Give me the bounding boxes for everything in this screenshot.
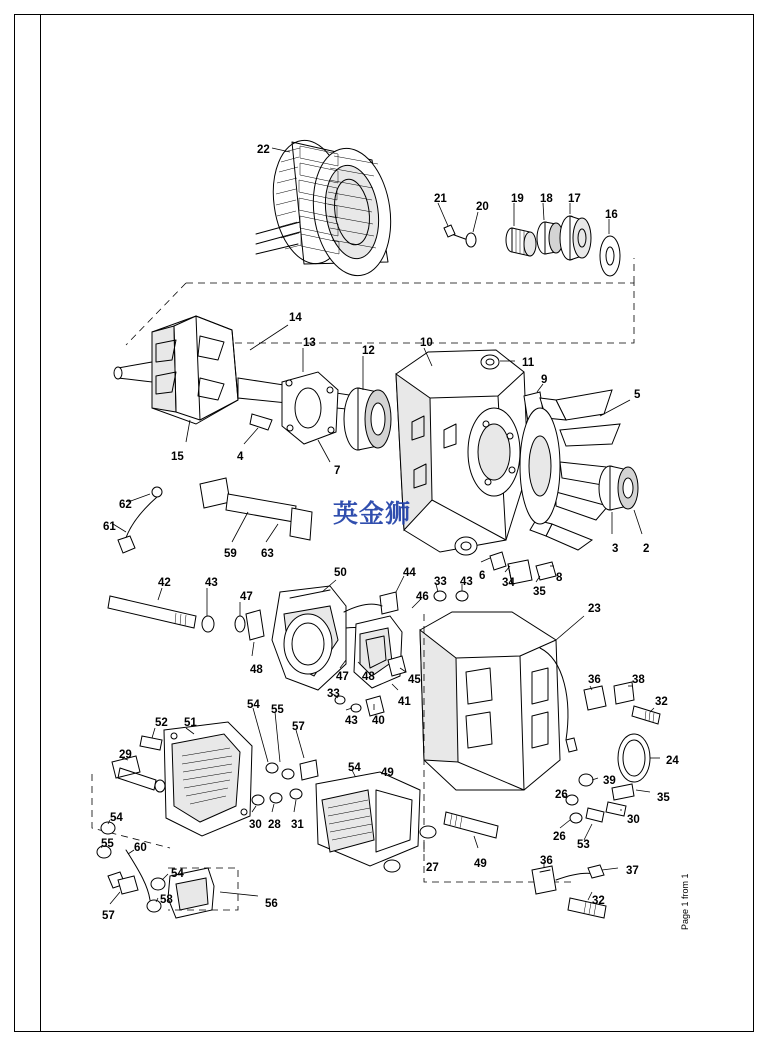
part-bearing-12 (344, 356, 391, 450)
part-right-fasteners (560, 682, 660, 840)
callout-number: 13 (303, 337, 316, 349)
callout-number: 48 (362, 671, 375, 683)
callout-number: 15 (171, 451, 184, 463)
callout-number: 48 (250, 664, 263, 676)
callout-number: 36 (540, 855, 553, 867)
part-bar-63 (200, 478, 312, 542)
callout-number: 11 (522, 357, 535, 369)
callout-number: 35 (657, 792, 670, 804)
callout-number: 24 (666, 755, 679, 767)
callout-number: 28 (268, 819, 281, 831)
callout-number: 47 (336, 671, 349, 683)
callout-number: 35 (533, 586, 546, 598)
callout-number: 47 (240, 591, 253, 603)
callout-number: 6 (479, 570, 486, 582)
callout-number: 18 (540, 193, 553, 205)
callout-number: 17 (568, 193, 581, 205)
callout-number: 62 (119, 499, 132, 511)
callout-number: 30 (249, 819, 262, 831)
callout-number: 53 (577, 839, 590, 851)
callout-number: 7 (334, 465, 341, 477)
callout-number: 3 (612, 543, 619, 555)
callout-number: 43 (345, 715, 358, 727)
callout-number: 36 (588, 674, 601, 686)
callout-number: 40 (372, 715, 385, 727)
callout-number: 16 (605, 209, 618, 221)
callout-number: 33 (434, 576, 447, 588)
callout-number: 52 (155, 717, 168, 729)
part-stator-22 (256, 136, 399, 281)
callout-number: 37 (626, 865, 639, 877)
callout-number: 32 (655, 696, 668, 708)
callout-number: 59 (224, 548, 237, 560)
callout-number: 27 (426, 862, 439, 874)
callout-number: 44 (403, 567, 416, 579)
callout-number: 58 (160, 894, 173, 906)
callout-number: 26 (555, 789, 568, 801)
callout-number: 21 (434, 193, 447, 205)
callout-number: 43 (205, 577, 218, 589)
callout-number: 55 (271, 704, 284, 716)
part-row-hardware (438, 203, 620, 276)
callout-number: 54 (348, 762, 361, 774)
callout-number: 61 (103, 521, 116, 533)
callout-number: 14 (289, 312, 302, 324)
callout-number: 39 (603, 775, 616, 787)
callout-number: 46 (416, 591, 429, 603)
part-wire-62 (113, 487, 162, 553)
part-plate-13 (282, 348, 338, 462)
callout-number: 22 (257, 144, 270, 156)
callout-number: 33 (327, 688, 340, 700)
callout-number: 54 (247, 699, 260, 711)
callout-number: 20 (476, 201, 489, 213)
callout-number: 9 (541, 374, 548, 386)
part-rear-housing-23 (420, 612, 584, 790)
callout-number: 5 (634, 389, 641, 401)
callout-number: 51 (184, 717, 197, 729)
dashed-guide-top (186, 283, 634, 343)
callout-number: 45 (408, 674, 421, 686)
callout-number: 54 (110, 812, 123, 824)
callout-number: 49 (381, 767, 394, 779)
callout-number: 19 (511, 193, 524, 205)
callout-number: 43 (460, 576, 473, 588)
callout-number: 42 (158, 577, 171, 589)
part-bearing-3 (599, 466, 642, 534)
callout-number: 57 (292, 721, 305, 733)
callout-number: 57 (102, 910, 115, 922)
callout-number: 4 (237, 451, 244, 463)
page-number-label: Page 1 from 1 (680, 873, 690, 930)
callout-number: 56 (265, 898, 278, 910)
callout-number: 31 (291, 819, 304, 831)
callout-number: 30 (627, 814, 640, 826)
callout-number: 29 (119, 749, 132, 761)
callout-number: 55 (101, 838, 114, 850)
callout-number: 26 (553, 831, 566, 843)
watermark-text: 英金狮 (333, 499, 412, 528)
callout-number: 38 (632, 674, 645, 686)
callout-number: 50 (334, 567, 347, 579)
callout-number: 8 (556, 572, 563, 584)
callout-number: 49 (474, 858, 487, 870)
part-bottom-right-group (532, 862, 618, 918)
callout-number: 32 (592, 895, 605, 907)
callout-number: 10 (420, 337, 433, 349)
part-housing-10 (396, 348, 528, 555)
callout-number: 54 (171, 868, 184, 880)
callout-number: 23 (588, 603, 601, 615)
callout-number: 41 (398, 696, 411, 708)
callout-number: 12 (362, 345, 375, 357)
callout-number: 63 (261, 548, 274, 560)
callout-number: 60 (134, 842, 147, 854)
callout-number: 34 (502, 577, 515, 589)
callout-number: 2 (643, 543, 650, 555)
